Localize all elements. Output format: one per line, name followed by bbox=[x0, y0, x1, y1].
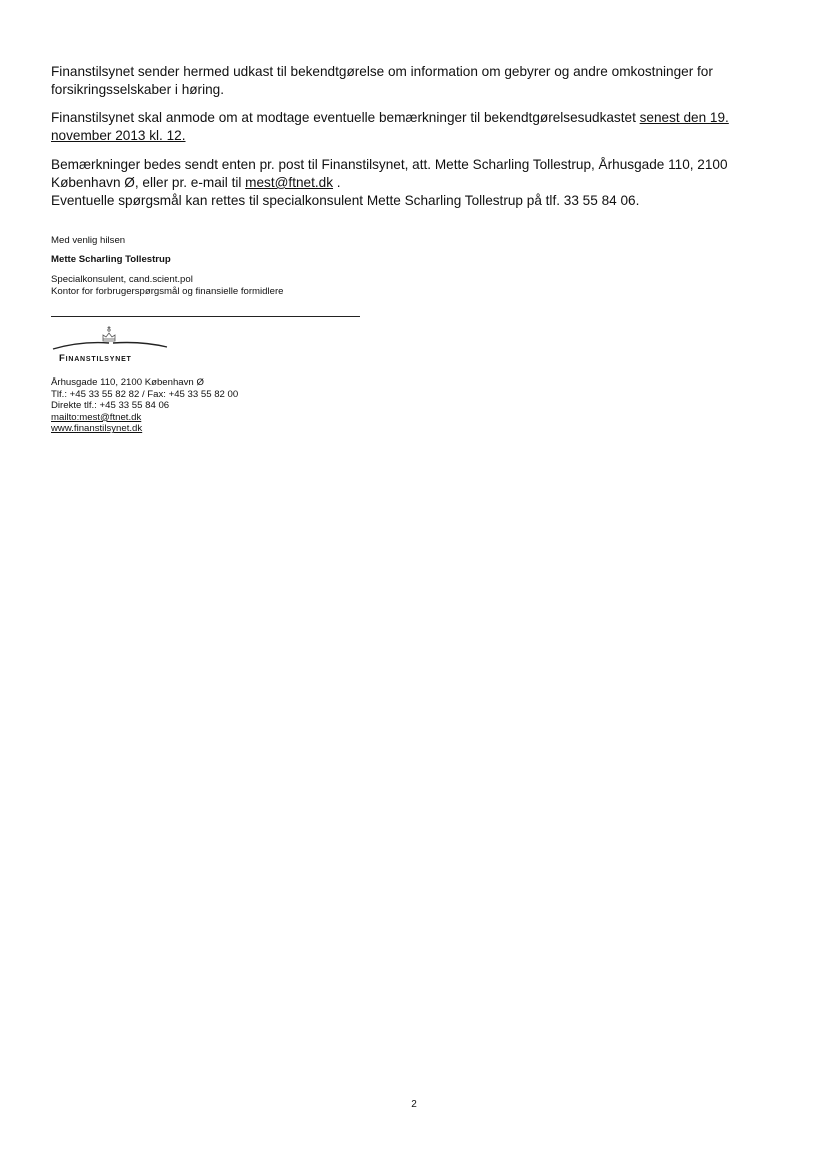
deadline-intro-text: Finanstilsynet skal anmode om at modtage eventuelle bemærkninger til bekendtgørelsesudkastet bbox=[51, 110, 640, 125]
paragraph-consultation-intro: Finanstilsynet sender hermed udkast til bekendtgørelse om information om gebyrer og andre omkostninger for forsikringsselskaber i høring. bbox=[51, 64, 713, 97]
contact-mailto-link[interactable]: mailto:mest@ftnet.dk bbox=[51, 411, 142, 423]
submission-text-end: . bbox=[333, 175, 341, 190]
signature-divider bbox=[51, 316, 360, 317]
contact-direct-phone: Direkte tlf.: +45 33 55 84 06 bbox=[51, 400, 170, 412]
questions-text: Eventuelle spørgsmål kan rettes til specialkonsulent Mette Scharling Tollestrup på tlf. 33 55 84 06. bbox=[51, 193, 640, 208]
finanstilsynet-logo bbox=[51, 323, 171, 368]
signature-title: Specialkonsulent, cand.scient.pol bbox=[51, 274, 193, 285]
page-number: 2 bbox=[411, 1099, 417, 1110]
logo-wordmark: Finanstilsynet bbox=[59, 353, 132, 364]
paragraph-deadline bbox=[51, 109, 771, 145]
submission-text: Bemærkninger bedes sendt enten pr. post til Finanstilsynet, att. Mette Scharling Tollestrup, Århusgade 110, 2100 København Ø, eller pr. e-mail til bbox=[51, 157, 728, 190]
paragraph-contact-instructions bbox=[51, 156, 771, 210]
email-link[interactable]: mest@ftnet.dk bbox=[245, 175, 334, 190]
deadline-date: senest den 19. november 2013 kl. 12. bbox=[51, 110, 729, 143]
crown-icon bbox=[51, 323, 171, 353]
contact-phone-fax: Tlf.: +45 33 55 82 82 / Fax: +45 33 55 82 00 bbox=[51, 388, 239, 400]
signature-name: Mette Scharling Tollestrup bbox=[51, 254, 171, 265]
signature-greeting: Med venlig hilsen bbox=[51, 235, 126, 246]
contact-website-link[interactable]: www.finanstilsynet.dk bbox=[51, 423, 143, 435]
contact-address: Århusgade 110, 2100 København Ø bbox=[51, 377, 204, 388]
contact-block bbox=[51, 377, 238, 435]
signature-office: Kontor for forbrugerspørgsmål og finansielle formidlere bbox=[51, 286, 284, 297]
